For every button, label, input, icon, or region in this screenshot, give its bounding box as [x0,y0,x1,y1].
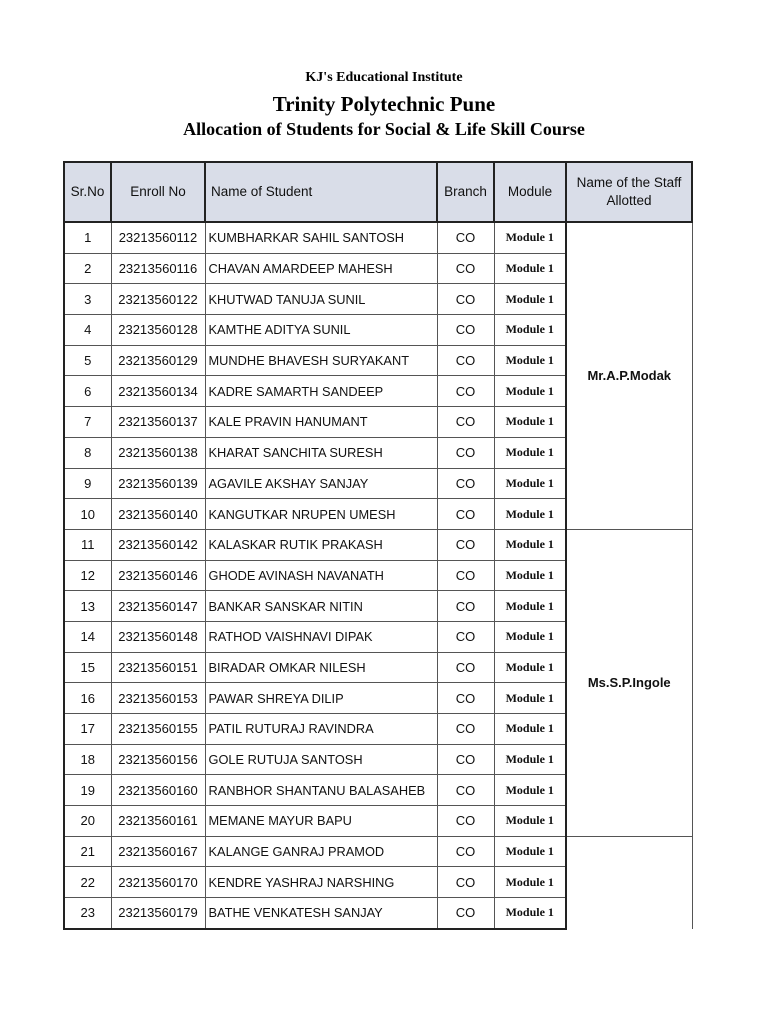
module-cell: Module 1 [494,499,566,530]
module-cell: Module 1 [494,284,566,315]
module-cell: Module 1 [494,315,566,346]
document-title: Allocation of Students for Social & Life Skill Course [183,119,585,139]
table-row [64,222,692,253]
branch-cell: CO [437,529,494,560]
sr-no-cell: 11 [64,529,111,560]
sr-no-cell: 19 [64,775,111,806]
sr-no-cell: 1 [64,222,111,253]
branch-cell: CO [437,468,494,499]
module-cell: Module 1 [494,806,566,837]
institute-name: KJ's Educational Institute [305,70,463,85]
enroll-no-cell: 23213560129 [111,345,205,376]
col-header-student-name: Name of Student [205,162,437,222]
student-name-cell: MEMANE MAYUR BAPU [205,806,437,837]
col-header-sr-no: Sr.No [64,162,111,222]
enroll-no-cell: 23213560138 [111,437,205,468]
sr-no-cell: 6 [64,376,111,407]
enroll-no-cell: 23213560161 [111,806,205,837]
student-name-cell: KALASKAR RUTIK PRAKASH [205,529,437,560]
enroll-no-cell: 23213560156 [111,744,205,775]
sr-no-cell: 10 [64,499,111,530]
sr-no-cell: 8 [64,437,111,468]
branch-cell: CO [437,315,494,346]
col-header-enroll-no: Enroll No [111,162,205,222]
enroll-no-cell: 23213560167 [111,836,205,867]
branch-cell: CO [437,407,494,438]
enroll-no-cell: 23213560170 [111,867,205,898]
enroll-no-cell: 23213560122 [111,284,205,315]
student-name-cell: GOLE RUTUJA SANTOSH [205,744,437,775]
branch-cell: CO [437,652,494,683]
module-cell: Module 1 [494,376,566,407]
enroll-no-cell: 23213560112 [111,222,205,253]
sr-no-cell: 14 [64,621,111,652]
student-name-cell: KANGUTKAR NRUPEN UMESH [205,499,437,530]
enroll-no-cell: 23213560148 [111,621,205,652]
enroll-no-cell: 23213560153 [111,683,205,714]
branch-cell: CO [437,806,494,837]
student-name-cell: BANKAR SANSKAR NITIN [205,591,437,622]
staff-allotted-cell: Mr.A.P.Modak [566,222,692,529]
branch-cell: CO [437,437,494,468]
allocation-table [63,161,693,930]
student-name-cell: PAWAR SHREYA DILIP [205,683,437,714]
student-name-cell: CHAVAN AMARDEEP MAHESH [205,253,437,284]
module-cell: Module 1 [494,621,566,652]
branch-cell: CO [437,867,494,898]
module-cell: Module 1 [494,775,566,806]
branch-cell: CO [437,499,494,530]
enroll-no-cell: 23213560146 [111,560,205,591]
branch-cell: CO [437,775,494,806]
sr-no-cell: 22 [64,867,111,898]
sr-no-cell: 21 [64,836,111,867]
enroll-no-cell: 23213560147 [111,591,205,622]
module-cell: Module 1 [494,744,566,775]
table-row [64,836,692,867]
module-cell: Module 1 [494,898,566,929]
branch-cell: CO [437,284,494,315]
student-name-cell: GHODE AVINASH NAVANATH [205,560,437,591]
sr-no-cell: 17 [64,714,111,745]
student-name-cell: KALE PRAVIN HANUMANT [205,407,437,438]
enroll-no-cell: 23213560142 [111,529,205,560]
module-cell: Module 1 [494,345,566,376]
module-cell: Module 1 [494,529,566,560]
branch-cell: CO [437,744,494,775]
sr-no-cell: 13 [64,591,111,622]
branch-cell: CO [437,621,494,652]
table-row [64,529,692,560]
student-name-cell: KAMTHE ADITYA SUNIL [205,315,437,346]
staff-allotted-cell: Ms.S.P.Ingole [566,529,692,836]
branch-cell: CO [437,898,494,929]
branch-cell: CO [437,376,494,407]
module-cell: Module 1 [494,437,566,468]
sr-no-cell: 15 [64,652,111,683]
col-header-staff: Name of the Staff Allotted [566,162,692,222]
col-header-module: Module [494,162,566,222]
table-header-row [64,162,692,222]
module-cell: Module 1 [494,652,566,683]
sr-no-cell: 23 [64,898,111,929]
student-name-cell: RATHOD VAISHNAVI DIPAK [205,621,437,652]
student-name-cell: RANBHOR SHANTANU BALASAHEB [205,775,437,806]
enroll-no-cell: 23213560151 [111,652,205,683]
table-body [64,222,692,929]
student-name-cell: KALANGE GANRAJ PRAMOD [205,836,437,867]
enroll-no-cell: 23213560160 [111,775,205,806]
module-cell: Module 1 [494,222,566,253]
branch-cell: CO [437,253,494,284]
enroll-no-cell: 23213560155 [111,714,205,745]
student-name-cell: KHARAT SANCHITA SURESH [205,437,437,468]
student-name-cell: KENDRE YASHRAJ NARSHING [205,867,437,898]
student-name-cell: AGAVILE AKSHAY SANJAY [205,468,437,499]
student-name-cell: KHUTWAD TANUJA SUNIL [205,284,437,315]
enroll-no-cell: 23213560116 [111,253,205,284]
sr-no-cell: 3 [64,284,111,315]
col-header-branch: Branch [437,162,494,222]
sr-no-cell: 20 [64,806,111,837]
sr-no-cell: 9 [64,468,111,499]
module-cell: Module 1 [494,867,566,898]
module-cell: Module 1 [494,253,566,284]
sr-no-cell: 2 [64,253,111,284]
enroll-no-cell: 23213560179 [111,898,205,929]
module-cell: Module 1 [494,468,566,499]
staff-allotted-cell [566,836,692,929]
student-name-cell: KADRE SAMARTH SANDEEP [205,376,437,407]
branch-cell: CO [437,345,494,376]
module-cell: Module 1 [494,683,566,714]
enroll-no-cell: 23213560128 [111,315,205,346]
module-cell: Module 1 [494,560,566,591]
module-cell: Module 1 [494,407,566,438]
branch-cell: CO [437,714,494,745]
sr-no-cell: 18 [64,744,111,775]
enroll-no-cell: 23213560134 [111,376,205,407]
sr-no-cell: 12 [64,560,111,591]
student-name-cell: PATIL RUTURAJ RAVINDRA [205,714,437,745]
college-name: Trinity Polytechnic Pune [272,92,496,116]
student-name-cell: KUMBHARKAR SAHIL SANTOSH [205,222,437,253]
sr-no-cell: 4 [64,315,111,346]
module-cell: Module 1 [494,836,566,867]
sr-no-cell: 5 [64,345,111,376]
enroll-no-cell: 23213560140 [111,499,205,530]
branch-cell: CO [437,222,494,253]
sr-no-cell: 7 [64,407,111,438]
student-name-cell: MUNDHE BHAVESH SURYAKANT [205,345,437,376]
sr-no-cell: 16 [64,683,111,714]
module-cell: Module 1 [494,591,566,622]
enroll-no-cell: 23213560137 [111,407,205,438]
student-name-cell: BATHE VENKATESH SANJAY [205,898,437,929]
student-name-cell: BIRADAR OMKAR NILESH [205,652,437,683]
module-cell: Module 1 [494,714,566,745]
branch-cell: CO [437,683,494,714]
branch-cell: CO [437,560,494,591]
enroll-no-cell: 23213560139 [111,468,205,499]
branch-cell: CO [437,836,494,867]
branch-cell: CO [437,591,494,622]
